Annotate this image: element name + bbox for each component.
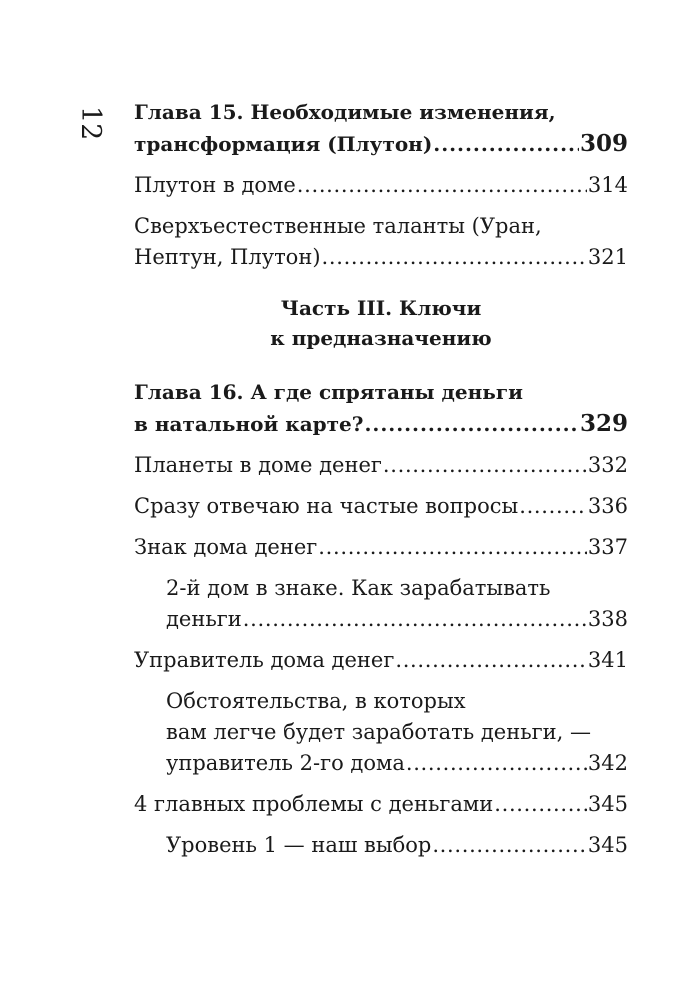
- toc-entry-last-line: [134, 170, 628, 201]
- toc-entry: [134, 170, 628, 201]
- toc-entry-last-line: [134, 242, 628, 273]
- toc-entry-page-number: 338: [587, 607, 628, 631]
- toc-entry-page-number: 329: [579, 410, 628, 437]
- toc-entry-text-line: Глава 16. А где спрятаны деньги: [134, 380, 523, 404]
- toc-entry: [134, 532, 628, 563]
- toc-entry-page-number: 336: [587, 494, 628, 518]
- toc-entry-page-number: 345: [587, 833, 628, 857]
- toc-entry-title: Нептун, Плутон): [134, 245, 321, 269]
- toc-entry-last-line: [166, 830, 628, 861]
- toc-entry-page-number: 332: [587, 453, 628, 477]
- toc-entry-last-line: [134, 128, 628, 160]
- dot-leader: [297, 170, 587, 201]
- toc-list-top: [134, 97, 628, 273]
- toc-entry-title: деньги: [166, 607, 242, 631]
- toc-entry-page-number: 309: [579, 130, 628, 157]
- toc-entry: [134, 789, 628, 820]
- dot-leader: [519, 491, 587, 522]
- toc-entry-last-line: [134, 491, 628, 522]
- toc-entry: [134, 211, 628, 273]
- toc-entry-last-line: [166, 604, 628, 635]
- toc-entry-title: Плутон в доме: [134, 173, 296, 197]
- toc-entry: [166, 686, 628, 779]
- toc-entry-text-line: Обстоятельства, в которых: [166, 689, 466, 713]
- toc-entry-title: в натальной карте?: [134, 412, 364, 436]
- toc-list-bottom: [134, 377, 628, 861]
- toc-entry-last-line: [134, 645, 628, 676]
- page-number: 12: [75, 106, 106, 141]
- toc-entry-title: Уровень 1 — наш выбор: [166, 833, 432, 857]
- toc-entry-title: управитель 2-го дома: [166, 751, 405, 775]
- dot-leader: [318, 532, 587, 563]
- dot-leader: [494, 789, 587, 820]
- part-heading: [134, 293, 628, 353]
- toc-entry-text-line: 2-й дом в знаке. Как зарабатывать: [166, 576, 551, 600]
- toc-entry-text-line: вам легче будет заработать деньги, —: [166, 720, 591, 744]
- toc-entry: [134, 645, 628, 676]
- toc-entry-title: Управитель дома денег: [134, 648, 395, 672]
- toc-chapter-entry: [134, 377, 628, 440]
- toc-entry-text-line: Глава 15. Необходимые изменения,: [134, 100, 556, 124]
- toc-entry-last-line: [134, 450, 628, 481]
- toc-entry: [134, 491, 628, 522]
- toc-entry-last-line: [166, 748, 628, 779]
- dot-leader: [322, 242, 587, 273]
- toc-entry: [166, 573, 628, 635]
- toc-entry-page-number: 321: [587, 245, 628, 269]
- dot-leader: [433, 129, 579, 160]
- toc-entry-title: 4 главных проблемы с деньгами: [134, 792, 494, 816]
- dot-leader: [383, 450, 587, 481]
- toc-entry-last-line: [134, 789, 628, 820]
- toc-entry-last-line: [134, 408, 628, 440]
- toc-chapter-entry: [134, 97, 628, 160]
- dot-leader: [243, 604, 587, 635]
- dot-leader: [406, 748, 587, 779]
- table-of-contents: [134, 97, 628, 871]
- toc-entry-page-number: 345: [587, 792, 628, 816]
- toc-entry: [166, 830, 628, 861]
- toc-entry-page-number: 342: [587, 751, 628, 775]
- toc-entry-title: трансформация (Плутон): [134, 132, 433, 156]
- toc-entry-page-number: 314: [587, 173, 628, 197]
- toc-entry-last-line: [134, 532, 628, 563]
- dot-leader: [432, 830, 587, 861]
- toc-entry: [134, 450, 628, 481]
- part-title-line1: Часть III. Ключи: [280, 296, 482, 320]
- toc-entry-title: Знак дома денег: [134, 535, 318, 559]
- toc-entry-page-number: 337: [587, 535, 628, 559]
- toc-entry-title: Планеты в доме денег: [134, 453, 382, 477]
- part-title-line2: к предназначению: [270, 326, 492, 350]
- dot-leader: [395, 645, 587, 676]
- dot-leader: [364, 409, 579, 440]
- toc-entry-page-number: 341: [587, 648, 628, 672]
- toc-entry-text-line: Сверхъестественные таланты (Уран,: [134, 214, 542, 238]
- toc-entry-title: Сразу отвечаю на частые вопросы: [134, 494, 519, 518]
